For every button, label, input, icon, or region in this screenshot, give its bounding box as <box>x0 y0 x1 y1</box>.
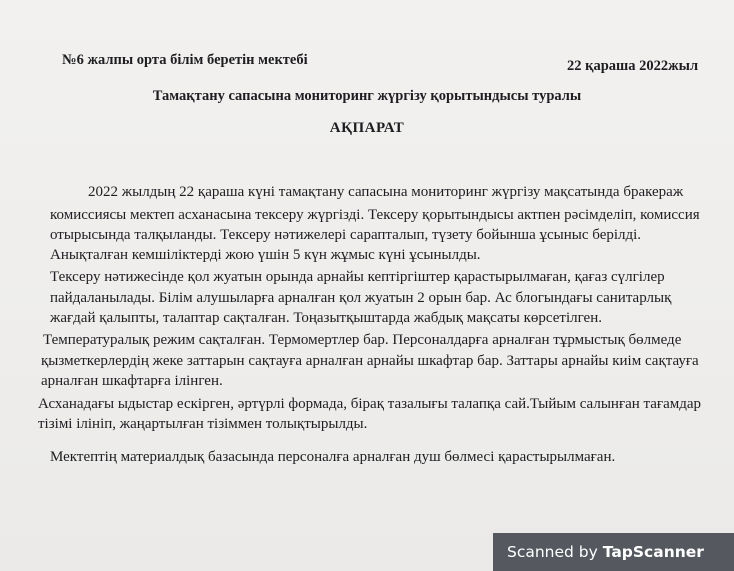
body-line: Температуралық режим сақталған. Термомертлер бар. Персоналдарға арналған тұрмыстық бөлмеде <box>43 332 682 348</box>
body-line: 2022 жылдың 22 қараша күні тамақтану сапасына мониторинг жүргізу мақсатында бракераж <box>88 184 684 200</box>
body-line: жағдай қалыпты, талаптар сақталған. Тоңазытқыштарда жабдық мақсаты көрсетілген. <box>50 310 602 326</box>
school-name: №6 жалпы орта білім беретін мектебі <box>62 52 308 68</box>
body-line: Тексеру нәтижесінде қол жуатын орында арнайы кептіргіштер қарастырылмаған, қағаз сүлгілер <box>50 269 665 285</box>
body-line: пайдаланылады. Білім алушыларға арналған қол жуатын 2 орын бар. Ас блогындағы санитарлық <box>50 290 672 306</box>
document-subject: Тамақтану сапасына мониторинг жүргізу қорытындысы туралы <box>152 88 582 104</box>
body-line: тізімі ілініп, жаңартылған тізіммен толықтырылды. <box>38 416 368 432</box>
body-line: Анықталған кемшіліктерді жою үшін 5 күн жұмыс күні ұсынылды. <box>50 247 481 263</box>
body-line: қызметкерлердің жеке заттарын сақтауға арналған арнайы шкафтар бар. Заттары арнайы киім сақтауға <box>41 353 699 369</box>
watermark-brand: TapScanner <box>602 543 704 561</box>
body-line: арналған шкафтарға ілінген. <box>41 373 223 389</box>
body-line: отырысында талқыланды. Тексеру нәтижелері сарапталып, түзету бойынша ұсыныс берілді. <box>50 227 642 243</box>
document-date: 22 қараша 2022жыл <box>567 58 699 74</box>
body-line: комиссиясы мектеп асханасына тексеру жүргізді. Тексеру қорытындысы актпен рәсімделіп, комиссия <box>50 207 700 223</box>
scanner-watermark <box>493 533 734 571</box>
watermark-prefix: Scanned by <box>507 543 598 561</box>
document-title: АҚПАРАТ <box>329 120 405 136</box>
closing-paragraph: Мектептің материалдық базасында персоналға арналған душ бөлмесі қарастырылмаған. <box>50 449 616 465</box>
body-line: Асханадағы ыдыстар ескірген, әртүрлі формада, бірақ тазалығы талапқа сай.Тыйым салынған тағамдар <box>38 396 702 412</box>
